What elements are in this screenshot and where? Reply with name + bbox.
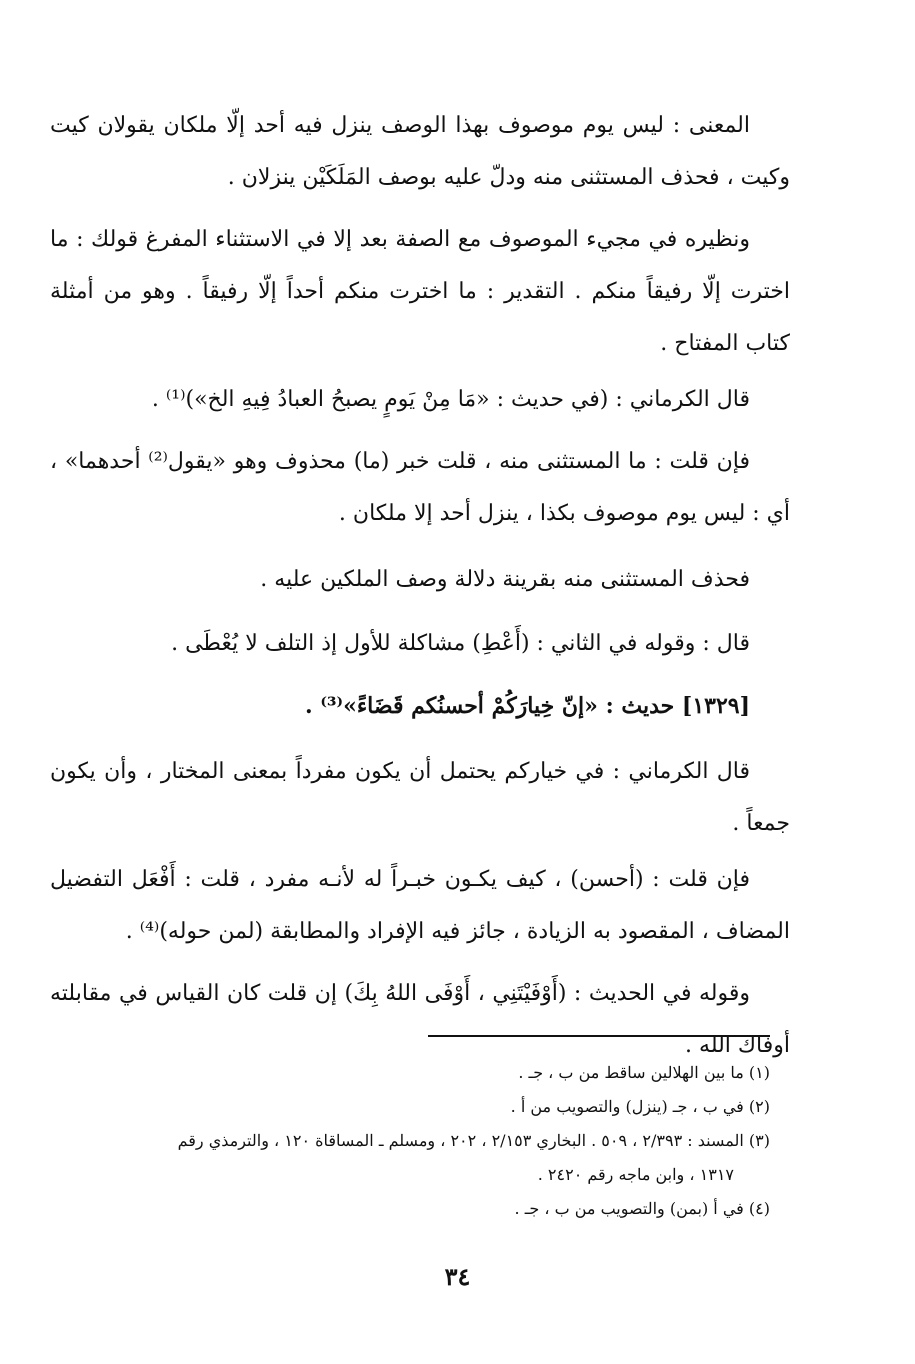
footnote-1: (١) ما بين الهلالين ساقط من ب ، جـ . [518, 1063, 770, 1082]
paragraph-kirmani-best: قال الكرماني : في خيارکم يحتمل أن يكون مفرداً بمعنى المختار ، وأن يكون جمعاً . [50, 759, 790, 836]
footnote-3-continuation: ١٣١٧ ، وابن ماجه رقم ٢٤٢٠ . [537, 1165, 734, 1184]
hadith-1329-heading: [١٣٢٩] حديث : «إنّ خِيارَكُمْ أحسنُكم قَضَاءً»⁽³⁾ . [305, 693, 750, 719]
main-text-block [50, 100, 790, 1072]
paragraph-second-saying: قال : وقوله في الثاني : (أَعْطِ) مشاكلة للأول إذ التلف لا يُعْطَى . [171, 631, 750, 656]
paragraph-question-ahsan: فإن قلت : (أحسن) ، كيف يكـون خبـراً له لأنـه مفرد ، قلت : أَفْعَل التفضيل المضاف ، المقصود به الزيادة ، جائز فيه الإفراد والمطابقة (لمن حوله)⁽⁴⁾ . [50, 867, 790, 944]
paragraph-meaning: المعنى : ليس يوم موصوف بهذا الوصف ينزل فيه أحد إلّا ملكان يقولان كيت وكيت ، فحذف المستثنى منه ودلّ عليه بوصف المَلَكَيْن ينزلان . [50, 113, 790, 190]
footnote-2: (٢) في ب ، جـ (ينزل) والتصويب من أ . [510, 1097, 770, 1116]
footnote-3: (٣) المسند : ٢/٣٩٣ ، ٥٠٩ . البخاري ٢/١٥٣ ، ٢٠٢ ، ومسلم ـ المساقاة ١٢٠ ، والترمذي رقم [177, 1131, 770, 1150]
paragraph-omission: فحذف المستثنى منه بقرينة دلالة وصف الملكين عليه . [260, 567, 750, 592]
paragraph-question-exception: فإن قلت : ما المستثنى منه ، قلت خبر (ما) محذوف وهو «يقول⁽²⁾ أحدهما» ، أي : ليس يوم موصوف بكذا ، ينزل أحد إلا ملكان . [50, 449, 790, 526]
page-number: ٣٤ [444, 1262, 471, 1291]
paragraph-analogy: ونظيره في مجيء الموصوف مع الصفة بعد إلا في الاستثناء المفرغ قولك : ما اخترت إلّا رفيقاً منكم . التقدير : ما اخترت منكم أحداً إلّا رفيقاً . وهو من أمثلة كتاب المفتاح . [50, 227, 790, 356]
footnote-separator [428, 1035, 770, 1037]
footnote-4: (٤) في أ (بمن) والتصويب من ب ، جـ . [514, 1199, 770, 1218]
paragraph-kirmani-quote: قال الكرماني : (في حديث : «مَا مِنْ يَومٍ يصبحُ العبادُ فِيهِ الخ»)⁽¹⁾ . [151, 387, 750, 412]
paragraph-hadith-awfaytani: وقوله في الحديث : (أَوْفَيْتَنِي ، أَوْفَى اللهُ بِكَ) إن قلت كان القياس في مقابلته أوفاك الله . [50, 981, 790, 1058]
footnotes-block [42, 1056, 770, 1226]
